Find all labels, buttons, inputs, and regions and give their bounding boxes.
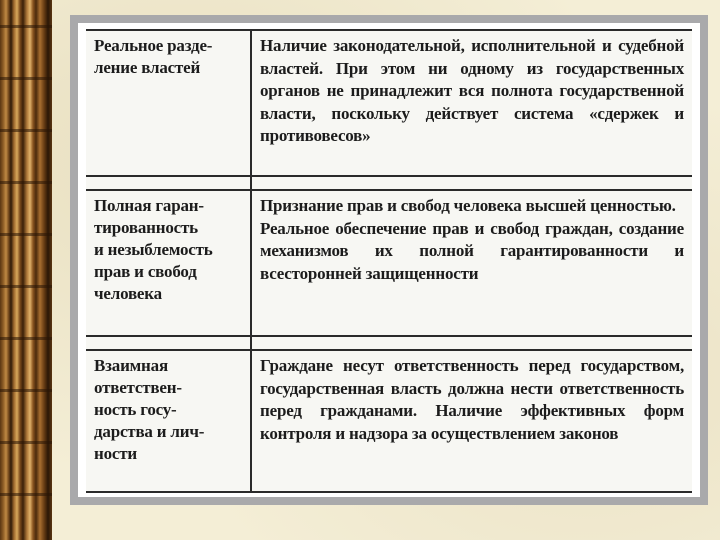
description-cell: Граждане несут ответственность перед государством, государственная власть должна нести ответственность перед гражданами. Наличие эффективных форм контроля и надзора за осуществлением законов	[260, 356, 684, 443]
table-row	[86, 189, 692, 337]
table-row	[86, 349, 692, 493]
table-row	[86, 31, 692, 177]
term-cell: Реальное разде- ление властей	[94, 36, 213, 77]
principles-table	[86, 29, 692, 493]
decorative-wood-border	[0, 0, 52, 540]
description-cell: Признание прав и свобод человека высшей ценностью. Реальное обеспечение прав и свобод граждан, создание механизмов их полной гарантированности и всесторонней защищенности	[260, 196, 684, 283]
term-cell: Взаимная ответствен- ность госу- дарства и лич- ности	[94, 356, 205, 463]
term-cell: Полная гаран- тированность и незыблемость прав и свобод человека	[94, 196, 213, 303]
slide-frame	[70, 15, 708, 505]
description-cell: Наличие законодательной, исполнительной и судебной властей. При этом ни одному из государственных органов не принадлежит вся полнота государственной власти, поскольку действует система «сдержек и противовесов»	[260, 36, 684, 145]
